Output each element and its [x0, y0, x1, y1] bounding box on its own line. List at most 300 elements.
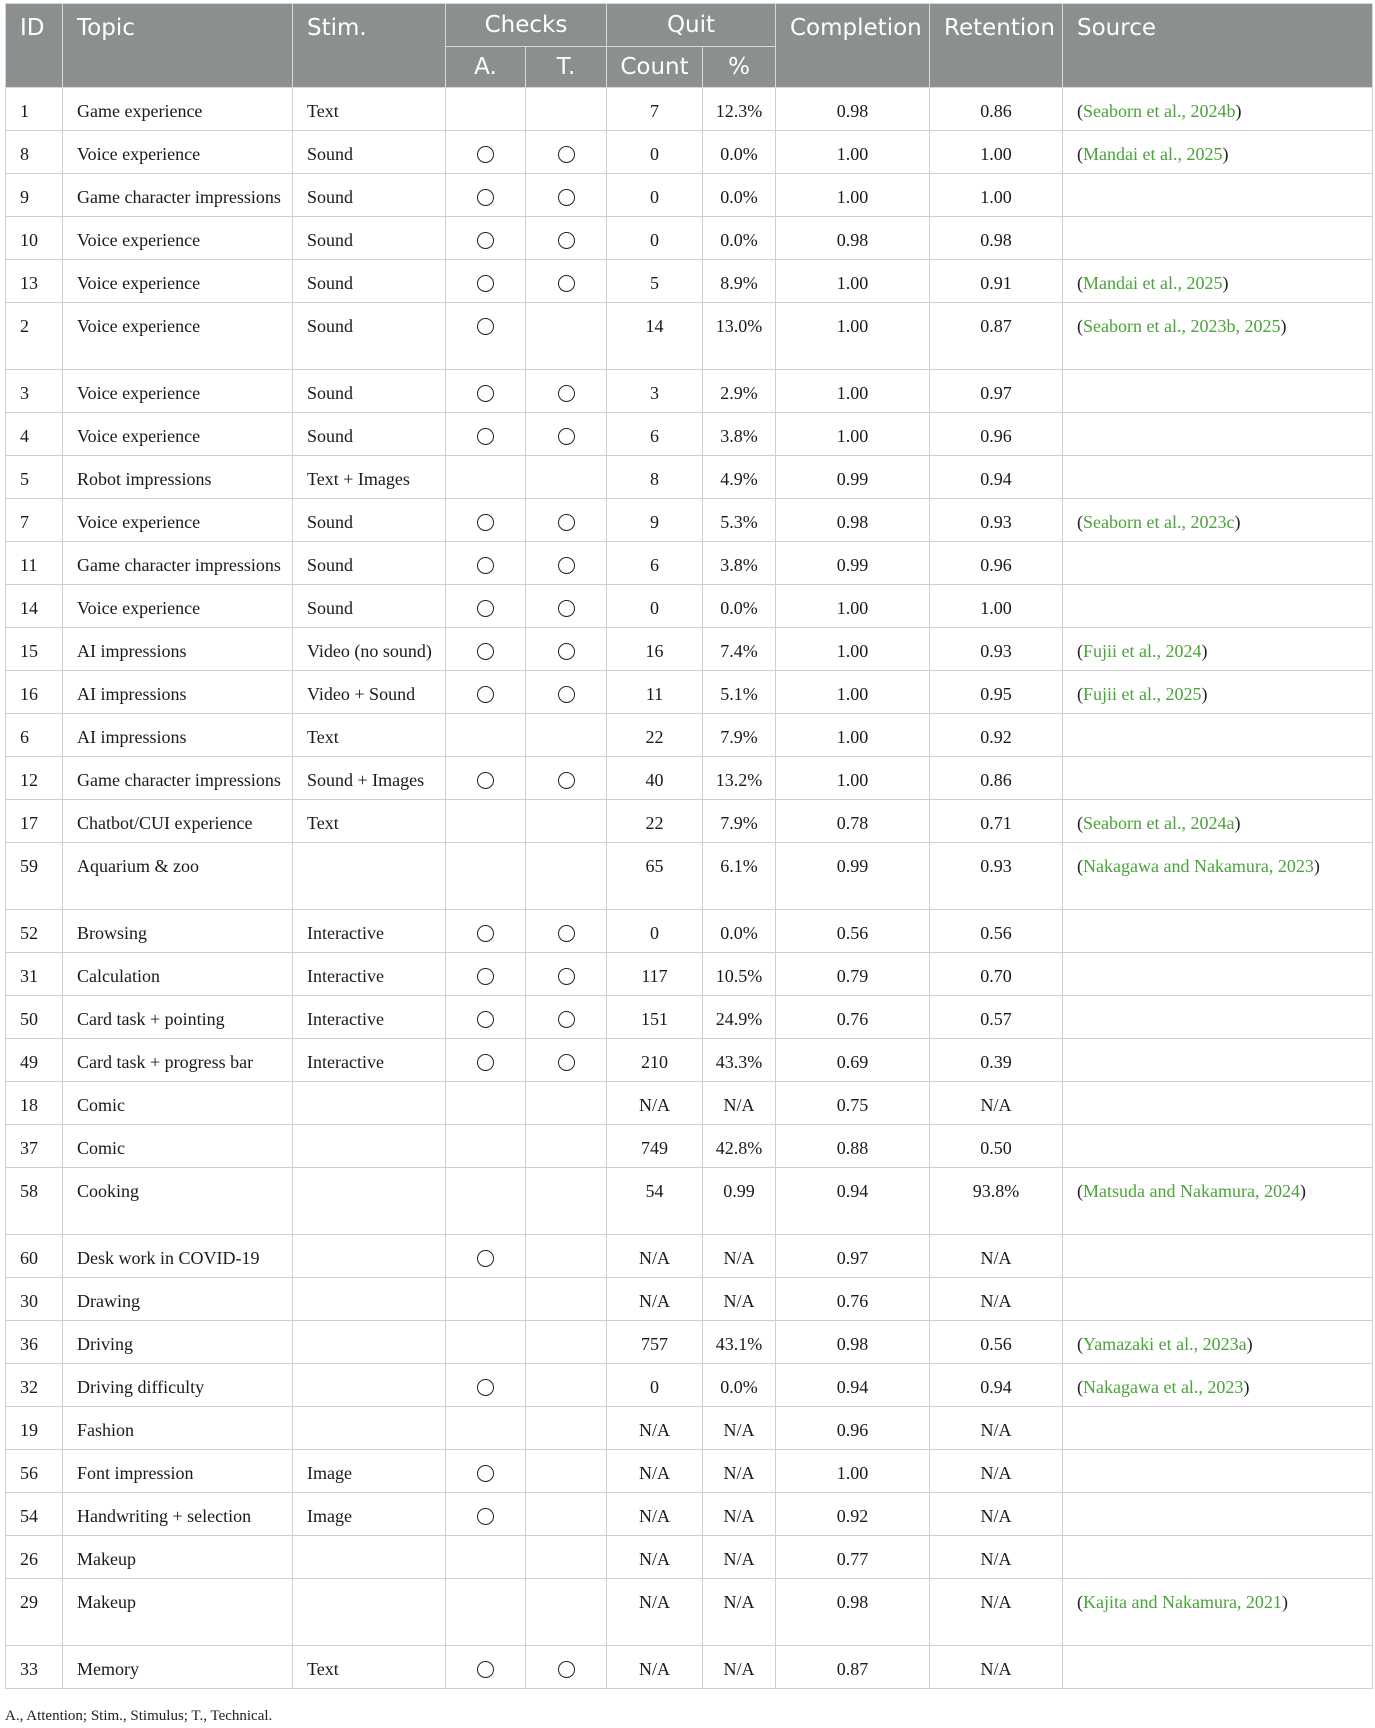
cell-id: 36 — [6, 1321, 63, 1364]
cell-retention: 0.98 — [930, 217, 1063, 260]
cell-quit-count: 0 — [607, 217, 703, 260]
header-checks-attention: A. — [446, 47, 526, 88]
cell-quit-count: 11 — [607, 671, 703, 714]
technical-check-cell — [526, 800, 607, 843]
cell-retention: 0.70 — [930, 953, 1063, 996]
table-row — [6, 1125, 1373, 1168]
citation-link[interactable]: Fujii et al., 2024 — [1083, 641, 1202, 661]
cell-source — [1063, 1646, 1373, 1689]
cell-stimulus — [293, 1579, 446, 1646]
cell-source — [1063, 499, 1373, 542]
cell-topic: Memory — [63, 1646, 293, 1689]
cell-stimulus — [293, 1082, 446, 1125]
paren-open: ( — [1077, 144, 1083, 164]
cell-completion: 0.98 — [776, 217, 930, 260]
cell-id: 58 — [6, 1168, 63, 1235]
cell-quit-percent: 3.8% — [703, 542, 776, 585]
table-header — [6, 4, 1373, 88]
cell-source — [1063, 1493, 1373, 1536]
cell-id: 15 — [6, 628, 63, 671]
citation-link[interactable]: Nakagawa et al., 2023 — [1083, 1377, 1244, 1397]
cell-source — [1063, 1407, 1373, 1450]
paren-open: ( — [1077, 512, 1083, 532]
technical-check-cell — [526, 1493, 607, 1536]
cell-stimulus: Sound — [293, 370, 446, 413]
cell-retention: 0.92 — [930, 714, 1063, 757]
cell-quit-count: 22 — [607, 714, 703, 757]
technical-check-cell — [526, 260, 607, 303]
cell-source — [1063, 1536, 1373, 1579]
table-row — [6, 843, 1373, 910]
header-completion: Completion — [776, 4, 930, 88]
technical-check-cell — [526, 1278, 607, 1321]
cell-id: 54 — [6, 1493, 63, 1536]
cell-topic: Voice experience — [63, 303, 293, 370]
cell-source — [1063, 1450, 1373, 1493]
attention-check-cell — [446, 843, 526, 910]
paren-close: ) — [1201, 684, 1208, 704]
cell-quit-count: 14 — [607, 303, 703, 370]
cell-stimulus: Sound — [293, 585, 446, 628]
technical-check-cell — [526, 1082, 607, 1125]
cell-topic: Game character impressions — [63, 174, 293, 217]
attention-check-cell — [446, 260, 526, 303]
paren-open: ( — [1077, 813, 1083, 833]
table-row — [6, 1493, 1373, 1536]
table-row — [6, 174, 1373, 217]
cell-quit-count: 5 — [607, 260, 703, 303]
cell-id: 17 — [6, 800, 63, 843]
cell-completion: 0.98 — [776, 499, 930, 542]
cell-id: 31 — [6, 953, 63, 996]
paren-open: ( — [1077, 273, 1083, 293]
table-row — [6, 910, 1373, 953]
attention-check-cell — [446, 1235, 526, 1278]
cell-quit-count: 3 — [607, 370, 703, 413]
cell-stimulus: Sound — [293, 217, 446, 260]
cell-id: 33 — [6, 1646, 63, 1689]
cell-quit-count: 757 — [607, 1321, 703, 1364]
cell-stimulus: Sound + Images — [293, 757, 446, 800]
header-stim: Stim. — [293, 4, 446, 88]
cell-retention: 0.86 — [930, 757, 1063, 800]
table-row — [6, 303, 1373, 370]
cell-quit-percent: N/A — [703, 1450, 776, 1493]
cell-completion: 0.98 — [776, 1579, 930, 1646]
cell-completion: 1.00 — [776, 714, 930, 757]
cell-retention: 0.57 — [930, 996, 1063, 1039]
technical-check-cell — [526, 499, 607, 542]
cell-retention: 1.00 — [930, 585, 1063, 628]
cell-completion: 1.00 — [776, 131, 930, 174]
cell-quit-count: N/A — [607, 1493, 703, 1536]
cell-source — [1063, 1364, 1373, 1407]
cell-quit-percent: N/A — [703, 1235, 776, 1278]
technical-check-circle-icon — [558, 557, 575, 574]
cell-completion: 0.99 — [776, 843, 930, 910]
table-body — [6, 88, 1373, 1689]
cell-source — [1063, 1278, 1373, 1321]
paren-close: ) — [1222, 273, 1229, 293]
paren-open: ( — [1077, 684, 1083, 704]
cell-topic: Desk work in COVID-19 — [63, 1235, 293, 1278]
technical-check-cell — [526, 1364, 607, 1407]
citation-link[interactable]: Mandai et al., 2025 — [1083, 273, 1223, 293]
cell-topic: Voice experience — [63, 131, 293, 174]
attention-check-cell — [446, 714, 526, 757]
table-container — [5, 3, 1372, 1689]
cell-quit-percent: N/A — [703, 1579, 776, 1646]
cell-quit-count: 6 — [607, 413, 703, 456]
cell-id: 9 — [6, 174, 63, 217]
cell-id: 7 — [6, 499, 63, 542]
technical-check-cell — [526, 1039, 607, 1082]
cell-stimulus — [293, 1278, 446, 1321]
cell-stimulus: Sound — [293, 131, 446, 174]
cell-stimulus: Sound — [293, 174, 446, 217]
attention-check-cell — [446, 1407, 526, 1450]
cell-quit-percent: 42.8% — [703, 1125, 776, 1168]
cell-topic: Robot impressions — [63, 456, 293, 499]
paren-close: ) — [1234, 813, 1241, 833]
cell-id: 13 — [6, 260, 63, 303]
cell-id: 18 — [6, 1082, 63, 1125]
cell-stimulus: Interactive — [293, 953, 446, 996]
technical-check-circle-icon — [558, 385, 575, 402]
technical-check-cell — [526, 1321, 607, 1364]
cell-id: 10 — [6, 217, 63, 260]
citation-link[interactable]: Seaborn et al., 2024b — [1083, 101, 1236, 121]
header-quit-count: Count — [607, 47, 703, 88]
cell-source — [1063, 217, 1373, 260]
cell-quit-count: 210 — [607, 1039, 703, 1082]
cell-source — [1063, 303, 1373, 370]
cell-source — [1063, 413, 1373, 456]
cell-topic: Voice experience — [63, 585, 293, 628]
cell-quit-percent: 0.0% — [703, 131, 776, 174]
cell-retention: 0.50 — [930, 1125, 1063, 1168]
technical-check-cell — [526, 370, 607, 413]
attention-check-cell — [446, 413, 526, 456]
table-row — [6, 996, 1373, 1039]
cell-id: 50 — [6, 996, 63, 1039]
citation-link[interactable]: Seaborn et al., 2023b, 2025 — [1083, 316, 1281, 336]
cell-quit-count: 54 — [607, 1168, 703, 1235]
attention-check-cell — [446, 1579, 526, 1646]
technical-check-cell — [526, 413, 607, 456]
technical-check-circle-icon — [558, 1054, 575, 1071]
paren-close: ) — [1201, 641, 1208, 661]
cell-completion: 1.00 — [776, 628, 930, 671]
table-row — [6, 456, 1373, 499]
cell-completion: 0.78 — [776, 800, 930, 843]
paren-open: ( — [1077, 101, 1083, 121]
cell-quit-count: 40 — [607, 757, 703, 800]
cell-quit-percent: 4.9% — [703, 456, 776, 499]
citation-link[interactable]: Fujii et al., 2025 — [1083, 684, 1202, 704]
table-row — [6, 1407, 1373, 1450]
cell-stimulus — [293, 843, 446, 910]
attention-check-cell — [446, 910, 526, 953]
cell-completion: 1.00 — [776, 671, 930, 714]
cell-source — [1063, 88, 1373, 131]
citation-link[interactable]: Kajita and Nakamura, 2021 — [1083, 1592, 1282, 1612]
cell-topic: Card task + pointing — [63, 996, 293, 1039]
attention-check-cell — [446, 131, 526, 174]
cell-topic: Driving — [63, 1321, 293, 1364]
table-row — [6, 260, 1373, 303]
attention-check-cell — [446, 800, 526, 843]
technical-check-cell — [526, 1125, 607, 1168]
cell-completion: 1.00 — [776, 303, 930, 370]
header-retention: Retention — [930, 4, 1063, 88]
cell-id: 32 — [6, 1364, 63, 1407]
cell-source — [1063, 456, 1373, 499]
paren-close: ) — [1280, 316, 1287, 336]
attention-check-circle-icon — [477, 968, 494, 985]
paren-close: ) — [1299, 1181, 1306, 1201]
cell-stimulus: Image — [293, 1493, 446, 1536]
cell-quit-percent: 5.3% — [703, 499, 776, 542]
cell-topic: Calculation — [63, 953, 293, 996]
cell-completion: 0.97 — [776, 1235, 930, 1278]
attention-check-cell — [446, 1450, 526, 1493]
technical-check-circle-icon — [558, 925, 575, 942]
cell-topic: AI impressions — [63, 714, 293, 757]
cell-quit-percent: 13.0% — [703, 303, 776, 370]
cell-quit-count: 9 — [607, 499, 703, 542]
cell-completion: 1.00 — [776, 413, 930, 456]
cell-id: 49 — [6, 1039, 63, 1082]
cell-quit-percent: N/A — [703, 1536, 776, 1579]
cell-source — [1063, 542, 1373, 585]
technical-check-circle-icon — [558, 772, 575, 789]
cell-completion: 1.00 — [776, 585, 930, 628]
cell-completion: 0.88 — [776, 1125, 930, 1168]
attention-check-cell — [446, 671, 526, 714]
table-row — [6, 1082, 1373, 1125]
cell-source — [1063, 131, 1373, 174]
cell-source — [1063, 585, 1373, 628]
technical-check-cell — [526, 1450, 607, 1493]
cell-quit-percent: 0.0% — [703, 217, 776, 260]
attention-check-circle-icon — [477, 514, 494, 531]
cell-quit-percent: N/A — [703, 1493, 776, 1536]
attention-check-circle-icon — [477, 1250, 494, 1267]
cell-quit-percent: 10.5% — [703, 953, 776, 996]
cell-completion: 0.77 — [776, 1536, 930, 1579]
cell-retention: N/A — [930, 1407, 1063, 1450]
attention-check-circle-icon — [477, 428, 494, 445]
cell-completion: 0.94 — [776, 1364, 930, 1407]
citation-link[interactable]: Seaborn et al., 2024a — [1083, 813, 1235, 833]
cell-source — [1063, 714, 1373, 757]
citation-link[interactable]: Nakagawa and Nakamura, 2023 — [1083, 856, 1314, 876]
cell-retention: 0.97 — [930, 370, 1063, 413]
cell-topic: Comic — [63, 1082, 293, 1125]
cell-completion: 0.69 — [776, 1039, 930, 1082]
cell-quit-count: 0 — [607, 910, 703, 953]
cell-completion: 0.75 — [776, 1082, 930, 1125]
citation-link[interactable]: Matsuda and Nakamura, 2024 — [1083, 1181, 1300, 1201]
technical-check-cell — [526, 996, 607, 1039]
cell-quit-percent: 43.3% — [703, 1039, 776, 1082]
cell-stimulus: Sound — [293, 260, 446, 303]
cell-quit-percent: 3.8% — [703, 413, 776, 456]
header-quit-percent: % — [703, 47, 776, 88]
cell-topic: Cooking — [63, 1168, 293, 1235]
cell-topic: Driving difficulty — [63, 1364, 293, 1407]
cell-stimulus: Interactive — [293, 910, 446, 953]
cell-id: 30 — [6, 1278, 63, 1321]
attention-check-circle-icon — [477, 1465, 494, 1482]
table-row — [6, 413, 1373, 456]
cell-completion: 0.56 — [776, 910, 930, 953]
cell-source — [1063, 1579, 1373, 1646]
cell-completion: 0.99 — [776, 542, 930, 585]
cell-quit-count: N/A — [607, 1278, 703, 1321]
attention-check-circle-icon — [477, 146, 494, 163]
header-checks-technical: T. — [526, 47, 607, 88]
attention-check-cell — [446, 1364, 526, 1407]
cell-retention: 0.93 — [930, 843, 1063, 910]
cell-completion: 1.00 — [776, 260, 930, 303]
cell-source — [1063, 1125, 1373, 1168]
cell-retention: N/A — [930, 1450, 1063, 1493]
table-row — [6, 1450, 1373, 1493]
cell-topic: Browsing — [63, 910, 293, 953]
cell-stimulus: Interactive — [293, 996, 446, 1039]
cell-retention: 0.93 — [930, 628, 1063, 671]
cell-topic: Game character impressions — [63, 757, 293, 800]
cell-id: 60 — [6, 1235, 63, 1278]
citation-link[interactable]: Mandai et al., 2025 — [1083, 144, 1223, 164]
technical-check-cell — [526, 1168, 607, 1235]
cell-quit-percent: 0.0% — [703, 585, 776, 628]
cell-stimulus: Text + Images — [293, 456, 446, 499]
paren-open: ( — [1077, 1334, 1083, 1354]
cell-completion: 0.76 — [776, 1278, 930, 1321]
cell-topic: Card task + progress bar — [63, 1039, 293, 1082]
cell-quit-count: 749 — [607, 1125, 703, 1168]
attention-check-cell — [446, 174, 526, 217]
cell-id: 19 — [6, 1407, 63, 1450]
cell-topic: Game experience — [63, 88, 293, 131]
attention-check-circle-icon — [477, 385, 494, 402]
cell-topic: Game character impressions — [63, 542, 293, 585]
cell-source — [1063, 260, 1373, 303]
cell-topic: Voice experience — [63, 370, 293, 413]
cell-topic: Aquarium & zoo — [63, 843, 293, 910]
cell-id: 52 — [6, 910, 63, 953]
cell-id: 2 — [6, 303, 63, 370]
paren-open: ( — [1077, 1592, 1083, 1612]
table-row — [6, 1278, 1373, 1321]
attention-check-cell — [446, 499, 526, 542]
attention-check-circle-icon — [477, 772, 494, 789]
attention-check-circle-icon — [477, 1379, 494, 1396]
cell-stimulus — [293, 1536, 446, 1579]
cell-retention: 1.00 — [930, 174, 1063, 217]
cell-quit-percent: 43.1% — [703, 1321, 776, 1364]
cell-source — [1063, 370, 1373, 413]
paren-close: ) — [1281, 1592, 1288, 1612]
cell-stimulus — [293, 1321, 446, 1364]
cell-quit-count: N/A — [607, 1407, 703, 1450]
attention-check-cell — [446, 1039, 526, 1082]
cell-completion: 0.87 — [776, 1646, 930, 1689]
cell-topic: Voice experience — [63, 413, 293, 456]
citation-link[interactable]: Yamazaki et al., 2023a — [1083, 1334, 1247, 1354]
cell-quit-count: 0 — [607, 131, 703, 174]
cell-quit-percent: 7.4% — [703, 628, 776, 671]
cell-topic: Drawing — [63, 1278, 293, 1321]
attention-check-cell — [446, 628, 526, 671]
cell-stimulus: Image — [293, 1450, 446, 1493]
cell-quit-percent: 7.9% — [703, 800, 776, 843]
table-row — [6, 1646, 1373, 1689]
attention-check-cell — [446, 757, 526, 800]
cell-completion: 1.00 — [776, 174, 930, 217]
table-row — [6, 1235, 1373, 1278]
cell-completion: 1.00 — [776, 757, 930, 800]
cell-quit-percent: 6.1% — [703, 843, 776, 910]
attention-check-cell — [446, 1082, 526, 1125]
attention-check-cell — [446, 1125, 526, 1168]
cell-quit-percent: 0.0% — [703, 1364, 776, 1407]
table-row — [6, 800, 1373, 843]
citation-link[interactable]: Seaborn et al., 2023c — [1083, 512, 1235, 532]
cell-id: 56 — [6, 1450, 63, 1493]
cell-id: 4 — [6, 413, 63, 456]
cell-id: 16 — [6, 671, 63, 714]
cell-quit-percent: 13.2% — [703, 757, 776, 800]
technical-check-cell — [526, 628, 607, 671]
cell-source — [1063, 1039, 1373, 1082]
paren-open: ( — [1077, 316, 1083, 336]
technical-check-circle-icon — [558, 1661, 575, 1678]
cell-completion: 0.98 — [776, 1321, 930, 1364]
cell-source — [1063, 953, 1373, 996]
technical-check-circle-icon — [558, 428, 575, 445]
attention-check-cell — [446, 996, 526, 1039]
cell-source — [1063, 1168, 1373, 1235]
cell-stimulus: Sound — [293, 303, 446, 370]
cell-stimulus: Text — [293, 714, 446, 757]
cell-retention: 1.00 — [930, 131, 1063, 174]
paren-open: ( — [1077, 1377, 1083, 1397]
table-row — [6, 370, 1373, 413]
technical-check-cell — [526, 1646, 607, 1689]
cell-quit-count: N/A — [607, 1082, 703, 1125]
cell-completion: 0.96 — [776, 1407, 930, 1450]
cell-retention: 0.95 — [930, 671, 1063, 714]
technical-check-circle-icon — [558, 968, 575, 985]
header-source: Source — [1063, 4, 1373, 88]
cell-stimulus — [293, 1125, 446, 1168]
cell-topic: AI impressions — [63, 628, 293, 671]
cell-source — [1063, 757, 1373, 800]
cell-quit-percent: 0.99 — [703, 1168, 776, 1235]
attention-check-cell — [446, 456, 526, 499]
cell-stimulus: Sound — [293, 499, 446, 542]
cell-source — [1063, 1321, 1373, 1364]
cell-stimulus — [293, 1407, 446, 1450]
cell-quit-count: 0 — [607, 585, 703, 628]
cell-quit-count: 22 — [607, 800, 703, 843]
header-topic: Topic — [63, 4, 293, 88]
cell-quit-percent: N/A — [703, 1407, 776, 1450]
